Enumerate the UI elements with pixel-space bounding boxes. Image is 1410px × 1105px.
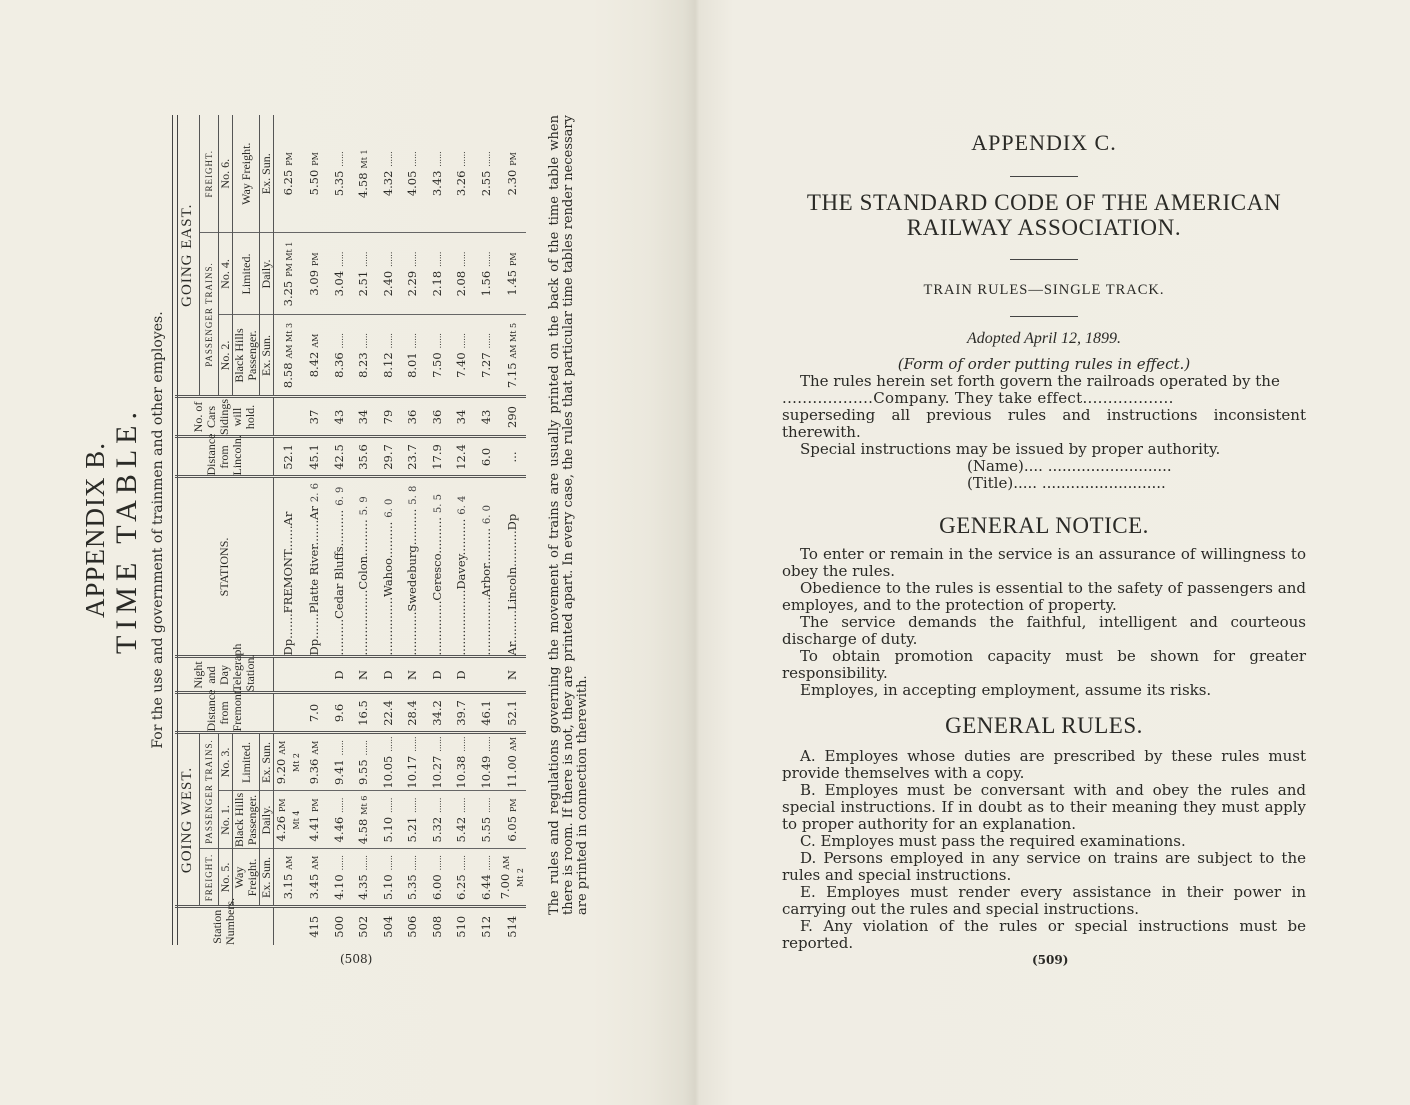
- train-no2-days: Ex. Sun.: [260, 315, 274, 397]
- cell-no4: 1.45PM: [498, 233, 526, 315]
- cell-dist-fremont: 28.4: [400, 693, 425, 733]
- cell-dist-fremont: 16.5: [351, 693, 376, 733]
- cell-tel: D: [425, 657, 450, 693]
- cell-tel: [302, 657, 327, 693]
- cell-no2: 7.50......: [425, 315, 450, 397]
- cell-no4: 3.09PM: [302, 233, 327, 315]
- cell-no5: 6.25......: [449, 849, 474, 907]
- cell-no1: 5.32......: [425, 791, 450, 849]
- cell-dist-lincoln: 45.1: [302, 437, 327, 477]
- cell-no1: 5.42......: [449, 791, 474, 849]
- cell-tel: N: [351, 657, 376, 693]
- title-signature-line: (Title)..... ..........................: [967, 474, 1166, 492]
- rule-e: E. Employes must render every assistance in their power in carrying out the rules and special instructions.: [782, 883, 1306, 918]
- cell-station: ............Swedeburg..........5. 8: [400, 477, 425, 657]
- cell-dist-lincoln: 23.7: [400, 437, 425, 477]
- left-page: [0, 0, 695, 1105]
- time-table-footnote: [548, 115, 590, 945]
- train-no5-number: No. 5.: [219, 849, 233, 907]
- header-stations: STATIONS.: [175, 477, 274, 657]
- cell-no6: 3.26......: [449, 115, 474, 233]
- cell-no6: 4.32......: [376, 115, 401, 233]
- name-signature-line: (Name).... ..........................: [967, 457, 1172, 475]
- cell-dist-fremont: [274, 693, 303, 733]
- notice-paragraph: Employes, in accepting employment, assume its risks.: [800, 681, 1212, 699]
- cell-no5: 4.10......: [327, 849, 352, 907]
- cell-station: ................Arbor..........6. 0: [474, 477, 499, 657]
- train-no3-days: Ex. Sun.: [260, 733, 274, 791]
- cell-no4: 2.18......: [425, 233, 450, 315]
- cell-cars: 43: [327, 397, 352, 437]
- cell-station-no: 502: [356, 915, 371, 938]
- cell-no2: 8.12......: [376, 315, 401, 397]
- page-number-left: (508): [340, 952, 373, 966]
- cell-no3: 9.55......: [351, 733, 376, 791]
- cell-cars: 36: [400, 397, 425, 437]
- cell-no1: 4.46......: [327, 791, 352, 849]
- cell-no3: 9.36AM: [302, 733, 327, 791]
- cell-dist-lincoln: ...: [498, 437, 526, 477]
- cell-no6: 2.30PM: [498, 115, 526, 233]
- table-row: [376, 115, 401, 945]
- cell-cars: 36: [425, 397, 450, 437]
- cell-no5: 3.45AM: [302, 849, 327, 907]
- cell-no5: 5.10......: [376, 849, 401, 907]
- cell-no5: 4.35......: [351, 849, 376, 907]
- cell-station: Dp.......Platte River.......Ar2. 6: [302, 477, 327, 657]
- cell-tel: [274, 657, 303, 693]
- cell-station-no: 415: [307, 915, 322, 938]
- cell-cars: 290: [498, 397, 526, 437]
- cell-no3: 9.41......: [327, 733, 352, 791]
- rule-a: A. Employes whose duties are prescribed by these rules must provide themselves with a copy.: [782, 747, 1306, 782]
- rule-c: C. Employes must pass the required examinations.: [800, 832, 1186, 850]
- cell-no5: 6.44......: [474, 849, 499, 907]
- header-passenger-east: PASSENGER TRAINS.: [200, 233, 219, 397]
- cell-station-no: 504: [380, 915, 395, 938]
- cell-station-no: 508: [429, 915, 444, 938]
- cell-no6: 3.43......: [425, 115, 450, 233]
- special-instructions: Special instructions may be issued by proper authority.: [800, 440, 1221, 458]
- rule-d: D. Persons employed in any service on trains are subject to the rules and special instructions.: [782, 849, 1306, 884]
- train-no6-number: No. 6.: [219, 115, 233, 233]
- cell-dist-fremont: 22.4: [376, 693, 401, 733]
- cell-dist-fremont: 34.2: [425, 693, 450, 733]
- header-telegraph: Night and Day Telegraph Station.: [175, 657, 274, 693]
- table-row: [274, 115, 303, 945]
- header-passenger-west: PASSENGER TRAINS.: [200, 733, 219, 849]
- header-dist-lincoln: Distance from Lincoln.: [175, 437, 274, 477]
- train-no6-name: Way Freight.: [233, 115, 260, 233]
- cell-no1: 5.10......: [376, 791, 401, 849]
- cell-tel: [474, 657, 499, 693]
- cell-dist-fremont: 9.6: [327, 693, 352, 733]
- table-row: [449, 115, 474, 945]
- cell-no6: 4.05......: [400, 115, 425, 233]
- header-freight-west: FREIGHT.: [200, 849, 219, 907]
- cell-no5: 7.00AM Mt 2: [498, 849, 526, 907]
- cell-no2: 7.15AM Mt 5: [498, 315, 526, 397]
- cell-no3: 10.05......: [376, 733, 401, 791]
- divider: [1010, 176, 1078, 177]
- train-no1-days: Daily.: [260, 791, 274, 849]
- page-number-right: (509): [1032, 953, 1069, 967]
- train-no4-name: Limited.: [233, 233, 260, 315]
- cell-tel: D: [449, 657, 474, 693]
- form-text-1: The rules herein set forth govern the railroads operated by the: [800, 372, 1280, 390]
- cell-station: ................Wahoo..........6. 0: [376, 477, 401, 657]
- cell-no1: 4.41PM: [302, 791, 327, 849]
- cell-station: ..................Davey..........6. 4: [449, 477, 474, 657]
- time-table: [175, 115, 545, 945]
- cell-dist-lincoln: 12.4: [449, 437, 474, 477]
- cell-dist-lincoln: 29.7: [376, 437, 401, 477]
- table-row: [498, 115, 526, 945]
- train-no3-name: Limited.: [233, 733, 260, 791]
- form-text-3: superseding all previous rules and instructions inconsistent therewith.: [782, 406, 1306, 441]
- cell-tel: D: [327, 657, 352, 693]
- table-row: [400, 115, 425, 945]
- adopted-date: Adopted April 12, 1899.: [967, 330, 1121, 347]
- cell-station: ..........Cedar Bluffs..........6. 9: [327, 477, 352, 657]
- cell-no2: 7.40......: [449, 315, 474, 397]
- cell-station: ..................Colon..........5. 9: [351, 477, 376, 657]
- cell-no2: 8.58AM Mt 3: [274, 315, 303, 397]
- cell-cars: [274, 397, 303, 437]
- general-rules: [782, 748, 1306, 952]
- cell-no1: 4.58Mt 6: [351, 791, 376, 849]
- time-table-title: TIME TABLE.: [110, 405, 143, 655]
- cell-tel: N: [498, 657, 526, 693]
- title-line-1: THE STANDARD CODE OF THE AMERICAN: [806, 190, 1282, 215]
- cell-no5: 5.35......: [400, 849, 425, 907]
- train-no1-name: Black Hills Passenger.: [232, 792, 259, 848]
- header-freight-east: FREIGHT.: [200, 115, 219, 233]
- header-station-numbers: Station Numbers.: [175, 907, 274, 945]
- train-no3-number: No. 3.: [219, 733, 233, 791]
- cell-no6: 5.50PM: [302, 115, 327, 233]
- cell-no1: 4.26PM Mt 4: [274, 791, 303, 849]
- general-notice-heading: GENERAL NOTICE.: [939, 513, 1149, 538]
- train-no2-number: No. 2.: [219, 315, 233, 397]
- right-page: [782, 0, 1306, 1105]
- cell-no4: 3.25PM Mt 1: [274, 233, 303, 315]
- cell-no2: 8.42AM: [302, 315, 327, 397]
- cell-cars: 34: [449, 397, 474, 437]
- cell-no6: 5.35......: [327, 115, 352, 233]
- cell-no3: 10.49......: [474, 733, 499, 791]
- cell-station-no: 510: [454, 915, 469, 938]
- train-no1-number: No. 1.: [219, 791, 233, 849]
- cell-no3: 10.27......: [425, 733, 450, 791]
- cell-no3: 9.20AM Mt 2: [274, 733, 303, 791]
- train-no4-number: No. 4.: [219, 233, 233, 315]
- cell-no4: 2.29......: [400, 233, 425, 315]
- divider: [1010, 259, 1078, 260]
- cell-dist-lincoln: 42.5: [327, 437, 352, 477]
- cell-station: Dp.......FREMONT.......Ar: [274, 477, 303, 657]
- cell-cars: 37: [302, 397, 327, 437]
- form-text-2: ..................Company. They take effect..................: [782, 389, 1174, 407]
- table-row: [474, 115, 499, 945]
- cell-dist-fremont: 52.1: [498, 693, 526, 733]
- train-no2-name: Black Hills Passenger.: [233, 315, 260, 397]
- cell-station-no: 512: [478, 915, 493, 938]
- cell-cars: 43: [474, 397, 499, 437]
- cell-dist-fremont: 39.7: [449, 693, 474, 733]
- appendix-c-heading: APPENDIX C.: [971, 130, 1117, 155]
- cell-no1: 5.55......: [474, 791, 499, 849]
- cell-no3: 11.00AM: [498, 733, 526, 791]
- train-no5-name: Way Freight.: [233, 849, 260, 907]
- train-rules-subtitle: TRAIN RULES—SINGLE TRACK.: [923, 282, 1165, 298]
- title-line-2: RAILWAY ASSOCIATION.: [906, 215, 1182, 240]
- divider: [1010, 316, 1078, 317]
- header-going-west: GOING WEST.: [175, 733, 200, 907]
- cell-station-no: 500: [331, 915, 346, 938]
- cell-no6: 6.25PM: [274, 115, 303, 233]
- notice-paragraph: To obtain promotion capacity must be shown for greater responsibility.: [782, 647, 1306, 682]
- cell-station-no: 506: [405, 915, 420, 938]
- general-rules-heading: GENERAL RULES.: [945, 713, 1143, 738]
- cell-cars: 79: [376, 397, 401, 437]
- header-going-east: GOING EAST.: [175, 115, 200, 397]
- notice-paragraph: To enter or remain in the service is an assurance of willingness to obey the rules.: [782, 545, 1306, 580]
- cell-no1: 6.05PM: [498, 791, 526, 849]
- general-notice: [782, 546, 1306, 699]
- cell-no5: 6.00......: [425, 849, 450, 907]
- cell-no6: 4.58Mt 1: [351, 115, 376, 233]
- rule-b: B. Employes must be conversant with and obey the rules and special instructions. If in doubt as to their meaning they must apply to proper authority for an explanation.: [782, 781, 1306, 833]
- cell-no3: 10.17......: [400, 733, 425, 791]
- form-of-order: [782, 356, 1306, 492]
- standard-code-title: [782, 190, 1306, 240]
- cell-cars: 34: [351, 397, 376, 437]
- cell-no2: 8.01......: [400, 315, 425, 397]
- cell-dist-lincoln: 52.1: [274, 437, 303, 477]
- table-row: [425, 115, 450, 945]
- train-no6-days: Ex. Sun.: [260, 115, 274, 233]
- notice-paragraph: Obedience to the rules is essential to the safety of passengers and employes, and to the protection of property.: [782, 579, 1306, 614]
- cell-no4: 1.56......: [474, 233, 499, 315]
- cell-station: ...............Ceresco..........5. 5: [425, 477, 450, 657]
- cell-station-no: 514: [505, 915, 519, 938]
- header-dist-fremont: Distance from Fremont.: [175, 693, 274, 733]
- appendix-b-heading: APPENDIX B.: [80, 441, 110, 619]
- cell-no2: 8.23......: [351, 315, 376, 397]
- cell-dist-lincoln: 6.0: [474, 437, 499, 477]
- train-no5-days: Ex. Sun.: [260, 849, 274, 907]
- time-table-subtitle: For the use and government of trainmen and other employes.: [150, 311, 166, 749]
- cell-dist-lincoln: 17.9: [425, 437, 450, 477]
- cell-station-no: [274, 907, 303, 945]
- cell-station: Ar.........Lincoln..........Dp: [498, 477, 526, 657]
- rotated-content: [80, 115, 625, 945]
- cell-dist-lincoln: 35.6: [351, 437, 376, 477]
- form-note: (Form of order putting rules in effect.): [897, 355, 1191, 373]
- cell-no4: 2.08......: [449, 233, 474, 315]
- header-cars-siding: No. of Cars Sidings will hold.: [175, 397, 274, 437]
- table-row: [351, 115, 376, 945]
- rule-f: F. Any violation of the rules or special instructions must be reported.: [782, 917, 1306, 952]
- cell-no4: 2.51......: [351, 233, 376, 315]
- cell-tel: N: [400, 657, 425, 693]
- cell-no6: 2.55......: [474, 115, 499, 233]
- footnote-text: The rules and regulations governing the movement of trains are usually printed on the back of the time table when there is room. If there is not, they are printed apart. In every case, the rules that particular time tables render necessary are printed in connection therewith.: [547, 115, 590, 915]
- table-row: [302, 115, 327, 945]
- notice-paragraph: The service demands the faithful, intelligent and courteous discharge of duty.: [782, 613, 1306, 648]
- cell-no1: 5.21......: [400, 791, 425, 849]
- train-no4-days: Daily.: [260, 233, 274, 315]
- cell-dist-fremont: 7.0: [302, 693, 327, 733]
- cell-no4: 3.04......: [327, 233, 352, 315]
- cell-no2: 8.36......: [327, 315, 352, 397]
- cell-dist-fremont: 46.1: [474, 693, 499, 733]
- cell-no3: 10.38......: [449, 733, 474, 791]
- cell-no2: 7.27......: [474, 315, 499, 397]
- cell-tel: D: [376, 657, 401, 693]
- cell-no4: 2.40......: [376, 233, 401, 315]
- table-row: [327, 115, 352, 945]
- cell-no5: 3.15AM: [274, 849, 303, 907]
